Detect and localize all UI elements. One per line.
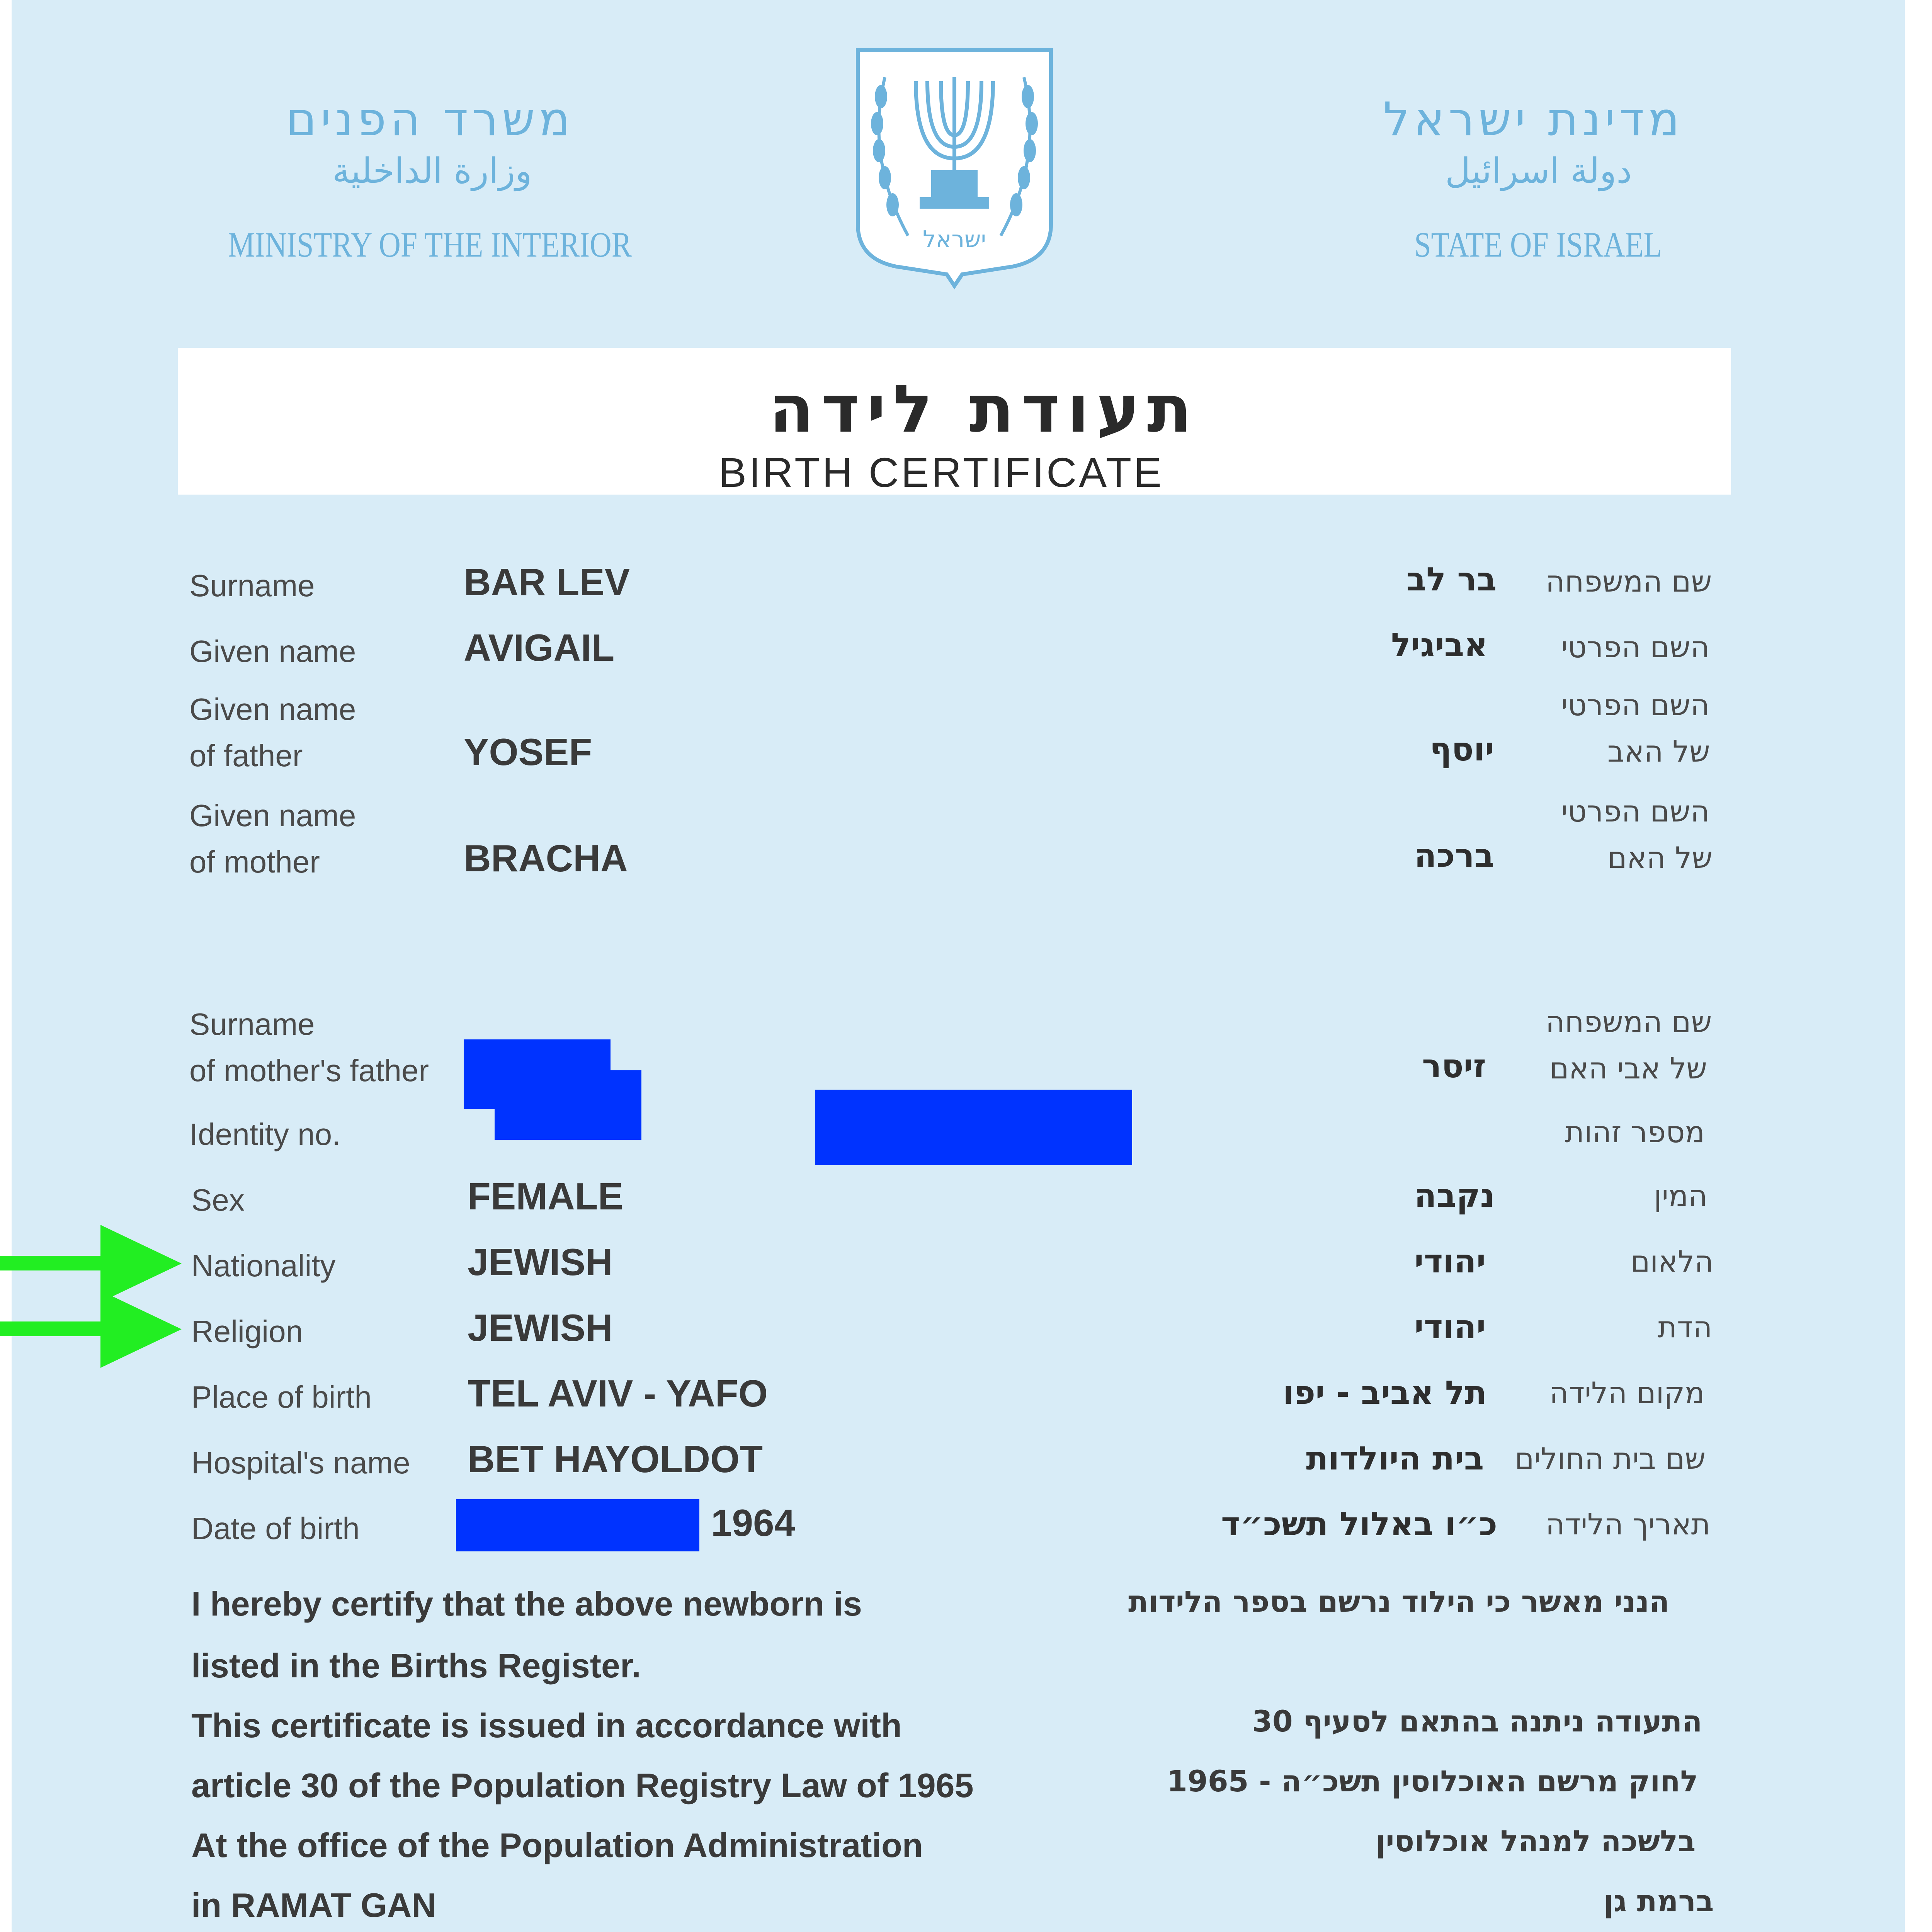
label-father-name: Given name xyxy=(189,692,356,726)
label-father-name-2: of father xyxy=(189,738,303,773)
cert-line-4: article 30 of the Population Registry Law of 1965 xyxy=(191,1766,974,1804)
label-father-name-he-2: של האב xyxy=(1607,734,1710,769)
label-surname-he: שם המשפחה xyxy=(1546,564,1712,599)
state-hebrew: מדינת ישראל xyxy=(1383,93,1684,146)
label-identity-no: Identity no. xyxy=(189,1117,341,1151)
value-mother-name-he: ברכה xyxy=(1414,837,1495,874)
value-religion-he: יהודי xyxy=(1414,1308,1486,1346)
redaction-identity-no xyxy=(815,1090,1132,1165)
green-arrow-icon-2 xyxy=(0,1291,185,1379)
cert-line-1: I hereby certify that the above newborn is xyxy=(191,1585,862,1623)
label-place-of-birth: Place of birth xyxy=(191,1380,372,1414)
cert-he-line-4: בלשכה למנהל אוכלוסין xyxy=(1376,1824,1696,1858)
title-hebrew: תעודת לידה xyxy=(769,371,1199,447)
ministry-english: MINISTRY OF THE INTERIOR xyxy=(228,225,632,264)
value-nationality-he: יהודי xyxy=(1414,1242,1486,1280)
label-date-of-birth: Date of birth xyxy=(191,1511,360,1546)
value-place-of-birth: TEL AVIV - YAFO xyxy=(468,1372,768,1415)
value-mothers-father-he: זיסר xyxy=(1422,1047,1486,1085)
cert-he-line-5: ברמת גן xyxy=(1604,1884,1714,1918)
cert-line-2: listed in the Births Register. xyxy=(191,1646,641,1685)
label-date-of-birth-he: תאריך הלידה xyxy=(1546,1507,1711,1541)
label-sex-he: המין xyxy=(1654,1179,1708,1213)
value-place-of-birth-he: תל אביב - יפו xyxy=(1283,1374,1487,1412)
value-nationality: JEWISH xyxy=(468,1241,613,1283)
state-english: STATE OF ISRAEL xyxy=(1414,225,1662,264)
value-surname: BAR LEV xyxy=(464,561,630,603)
value-date-of-birth: 1964 xyxy=(711,1502,796,1544)
state-emblem-icon xyxy=(850,43,1059,290)
title-english: BIRTH CERTIFICATE xyxy=(719,449,1164,496)
value-surname-he: בר לב xyxy=(1406,560,1497,598)
label-given-name-he: השם הפרטי xyxy=(1561,630,1710,664)
value-father-name: YOSEF xyxy=(464,731,592,773)
value-mother-name: BRACHA xyxy=(464,837,628,879)
label-father-name-he: השם הפרטי xyxy=(1561,688,1710,722)
ministry-seal-icon xyxy=(653,1924,904,1932)
cert-he-line-3: לחוק מרשם האוכלוסין תשכ״ה - 1965 xyxy=(1167,1764,1698,1798)
label-nationality-he: הלאום xyxy=(1631,1244,1714,1279)
value-given-name-he: אביגיל xyxy=(1391,626,1488,664)
state-arabic: دولة اسرائيل xyxy=(1445,151,1632,191)
value-father-name-he: יוסף xyxy=(1430,730,1495,768)
redaction-mothers-father-2 xyxy=(495,1070,641,1140)
value-given-name: AVIGAIL xyxy=(464,626,615,669)
label-mothers-father-he: שם המשפחה xyxy=(1546,1005,1712,1039)
cert-line-3: This certificate is issued in accordance with xyxy=(191,1706,902,1745)
cert-he-line-1: הנני מאשר כי הילוד נרשם בספר הלידות xyxy=(1128,1584,1670,1619)
label-nationality: Nationality xyxy=(191,1248,336,1283)
label-religion-he: הדת xyxy=(1658,1310,1713,1344)
label-given-name: Given name xyxy=(189,634,356,668)
value-sex-he: נקבה xyxy=(1414,1177,1495,1214)
label-place-of-birth-he: מקום הלידה xyxy=(1549,1376,1705,1410)
label-mothers-father: Surname xyxy=(189,1007,315,1041)
cert-he-line-2: התעודה ניתנה בהתאם לסעיף 30 xyxy=(1252,1704,1702,1738)
cert-line-5: At the office of the Population Administration xyxy=(191,1826,923,1864)
value-hospital-he: בית היולדות xyxy=(1306,1439,1484,1477)
certificate-paper xyxy=(12,0,1905,1932)
value-sex: FEMALE xyxy=(468,1175,623,1218)
emblem-text: ישראל xyxy=(922,226,986,253)
label-hospital-he: שם בית החולים xyxy=(1515,1441,1706,1476)
label-identity-no-he: מספר זהות xyxy=(1565,1115,1705,1149)
label-sex: Sex xyxy=(191,1183,245,1217)
label-surname: Surname xyxy=(189,568,315,603)
cert-line-6: in RAMAT GAN xyxy=(191,1886,436,1924)
label-mother-name-he-2: של האם xyxy=(1607,840,1713,875)
label-hospital: Hospital's name xyxy=(191,1446,410,1480)
label-mothers-father-2: of mother's father xyxy=(189,1053,429,1088)
label-mothers-father-he-2: של אבי האם xyxy=(1549,1051,1707,1085)
ministry-hebrew: משרד הפנים xyxy=(286,93,574,146)
value-date-of-birth-he: כ״ו באלול תשכ״ד xyxy=(1221,1505,1498,1543)
value-religion: JEWISH xyxy=(468,1306,613,1349)
redaction-date-of-birth xyxy=(456,1499,699,1551)
label-mother-name-2: of mother xyxy=(189,845,320,879)
label-mother-name: Given name xyxy=(189,798,356,833)
label-mother-name-he: השם הפרטי xyxy=(1561,794,1710,828)
value-hospital: BET HAYOLDOT xyxy=(468,1438,763,1480)
label-religion: Religion xyxy=(191,1314,303,1349)
ministry-arabic: وزارة الداخلية xyxy=(332,151,532,191)
